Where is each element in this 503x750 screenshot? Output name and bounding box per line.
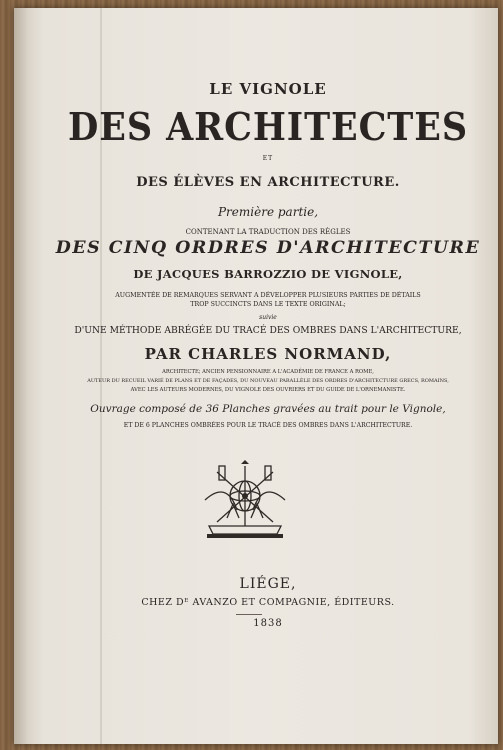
title-line-3: DES ÉLÈVES EN ARCHITECTURE. <box>136 175 400 190</box>
original-author-line: DE JACQUES BARROZZIO DE VIGNOLE, <box>133 267 403 281</box>
suivie-label: suivie <box>259 314 277 321</box>
part-label: Première partie, <box>217 205 319 219</box>
author-credentials-line-3: AVEC LES AUTEURS MODERNES, DU VIGNOLE DES OUVRIERS ET DU GUIDE DE L'ORNEMANISTE. <box>130 387 406 393</box>
conjunction-et: ET <box>262 155 274 162</box>
page-spine-shadow <box>14 8 28 744</box>
work-description-line-2: ET DE 6 PLANCHES OMBRÉES POUR LE TRACÉ DES OMBRES DANS L'ARCHITECTURE. <box>123 422 413 429</box>
five-orders-heading: DES CINQ ORDRES D'ARCHITECTURE <box>55 238 481 258</box>
author-heading: PAR CHARLES NORMAND, <box>144 345 392 363</box>
title-line-1: LE VIGNOLE <box>209 80 327 98</box>
main-title: DES ARCHITECTES <box>68 104 468 149</box>
method-line: D'UNE MÉTHODE ABRÉGÉE DU TRACÉ DES OMBRES DANS L'ARCHITECTURE, <box>74 325 462 336</box>
publisher-line: CHEZ Dᴱ AVANZO ET COMPAGNIE, ÉDITEURS. <box>141 597 395 608</box>
publication-year: 1838 <box>253 618 283 629</box>
augmentee-line-1: AUGMENTÉE DE REMARQUES SERVANT A DÉVELOPPER PLUSIEURS PARTIES DE DÉTAILS <box>115 292 421 299</box>
divider-rule <box>236 614 262 615</box>
architectural-instruments-emblem-icon <box>197 460 293 542</box>
author-credentials-line-1: ARCHITECTE; ANCIEN PENSIONNAIRE A L'ACADÉMIE DE FRANCE A ROME, <box>162 369 374 375</box>
work-description-line-1: Ouvrage composé de 36 Planches gravées au trait pour le Vignole, <box>90 403 446 415</box>
author-credentials-line-2: AUTEUR DU RECUEIL VARIÉ DE PLANS ET DE FAÇADES, DU NOUVEAU PARALLÈLE DES ORDRES D'ARCHITECTURE GRECS, ROMAINS, <box>87 378 449 384</box>
contenant-line: CONTENANT LA TRADUCTION DES RÈGLES <box>185 228 351 236</box>
augmentee-line-2: TROP SUCCINCTS DANS LE TEXTE ORIGINAL; <box>190 301 346 308</box>
city: LIÉGE, <box>239 576 297 592</box>
title-page <box>14 8 498 744</box>
